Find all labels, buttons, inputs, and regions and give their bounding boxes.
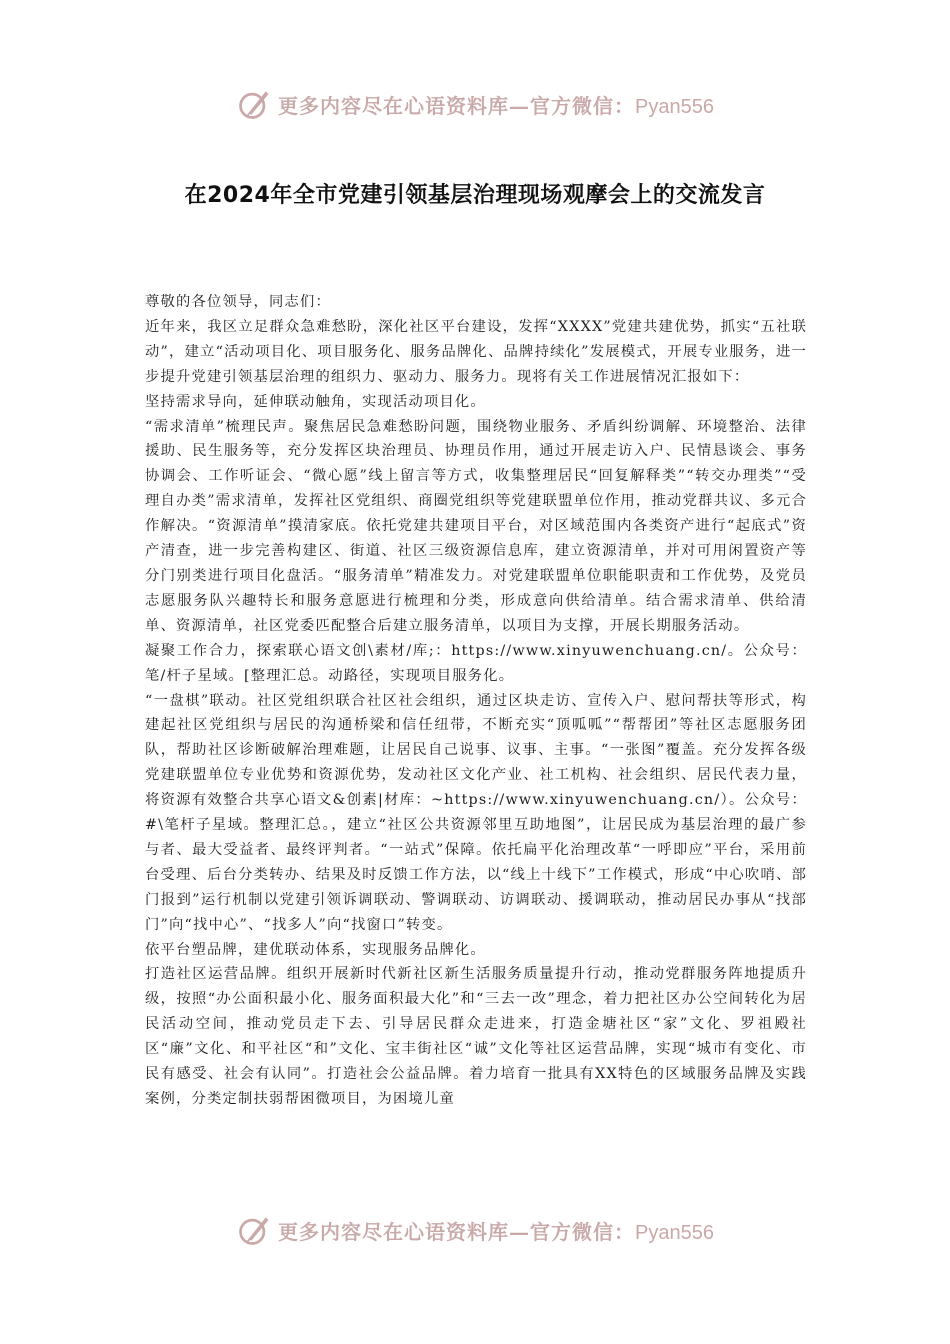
quill-logo-icon xyxy=(236,1212,272,1248)
watermark-label: 更多内容尽在心语资料库—官方微信：Pyan556 xyxy=(278,1219,714,1244)
quill-logo-icon xyxy=(236,86,272,122)
section-heading-2: 凝聚工作合力，探索联心语文创\素材/库;：https://www.xinyuwenchuang.cn/。公众号：笔/杆子星域。[整理汇总。动路径，实现项目服务化。 xyxy=(145,642,807,684)
document-body xyxy=(145,290,807,1112)
paragraph-intro: 近年来，我区立足群众急难愁盼，深化社区平台建设，发挥“XXXX”党建共建优势，抓实“五社联动”，建立“活动项目化、项目服务化、服务品牌化、品牌持续化”发展模式，开展专业服务，进一步提升党建引领基层治理的组织力、驱动力、服务力。现将有关工作进展情况汇报如下： xyxy=(145,318,807,385)
watermark-footer xyxy=(0,1210,950,1250)
document-title: 在2024年全市党建引领基层治理现场观摩会上的交流发言 xyxy=(184,183,766,208)
watermark-label: 更多内容尽在心语资料库—官方微信：Pyan556 xyxy=(278,93,714,118)
watermark-header xyxy=(0,84,950,124)
watermark-handle: Pyan556 xyxy=(635,95,714,118)
section-heading-1: 坚持需求导向，延伸联动触角，实现活动项目化。 xyxy=(145,393,486,410)
section-heading-3: 依平台塑品牌，建优联动体系，实现服务品牌化。 xyxy=(145,941,486,958)
paragraph-linkage: “一盘棋”联动。社区党组织联合社区社会组织，通过区块走访、宣传入户、慰问帮扶等形式，构建起社区党组织与居民的沟通桥梁和信任纽带，不断充实“顶呱呱”“帮帮团”等社区志愿服务团队，帮助社区诊断破解治理难题，让居民自己说事、议事、主事。“一张图”覆盖。充分发挥各级党建联盟单位专业优势和资源优势，发动社区文化产业、社工机构、社会组织、居民代表力量，将资源有效整合共享心语文&创素|材库：~https://www.xinyuwenchuang.cn/）。公众号：#\笔杆子星域。整理汇总。，建立“社区公共资源邻里互助地图”，让居民成为基层治理的最广参与者、最大受益者、最终评判者。“一站式”保障。依托扁平化治理改革“一呼即应”平台，采用前台受理、后台分类转办、结果及时反馈工作方法，以“线上十线下”工作模式，形成“中心吹哨、部门报到”运行机制以党建引领诉调联动、警调联动、访调联动、援调联动，推动居民办事从“找部门”向“找中心”、“找多人”向“找窗口”转变。 xyxy=(145,692,807,933)
paragraph-brand: 打造社区运营品牌。组织开展新时代新社区新生活服务质量提升行动，推动党群服务阵地提质升级，按照“办公面积最小化、服务面积最大化”和“三去一改”理念，着力把社区办公空间转化为居民活动空间，推动党员走下去、引导居民群众走进来，打造金塘社区“家”文化、罗祖殿社区“廉”文化、和平社区“和”文化、宝丰街社区“诚”文化等社区运营品牌，实现“城市有变化、市民有感受、社会有认同”。打造社会公益品牌。着力培育一批具有XX特色的区域服务品牌及实践案例，分类定制扶弱帮困微项目，为困境儿童 xyxy=(145,966,807,1107)
paragraph-needs-list: “需求清单”梳理民声。聚焦居民急难愁盼问题，围绕物业服务、矛盾纠纷调解、环境整治、法律援助、民生服务等，充分发挥区块治理员、协理员作用，通过开展走访入户、民情恳谈会、事务协调会、工作听证会、“微心愿”线上留言等方式，收集整理居民“回复解释类”“转交办理类”“受理自办类”需求清单，发挥社区党组织、商圈党组织等党建联盟单位作用，推动党群共议、多元合作解决。“资源清单”摸清家底。依托党建共建项目平台，对区域范围内各类资产进行“起底式”资产清查，进一步完善构建区、街道、社区三级资源信息库，建立资源清单，并对可用闲置资产等分门别类进行项目化盘活。“服务清单”精准发力。对党建联盟单位职能职责和工作优势，及党员志愿服务队兴趣特长和服务意愿进行梳理和分类，形成意向供给清单。结合需求清单、供给清单、资源清单，社区党委匹配整合后建立服务清单，以项目为支撑，开展长期服务活动。 xyxy=(145,418,807,634)
salutation: 尊敬的各位领导，同志们： xyxy=(145,294,331,310)
watermark-handle: Pyan556 xyxy=(635,1221,714,1244)
